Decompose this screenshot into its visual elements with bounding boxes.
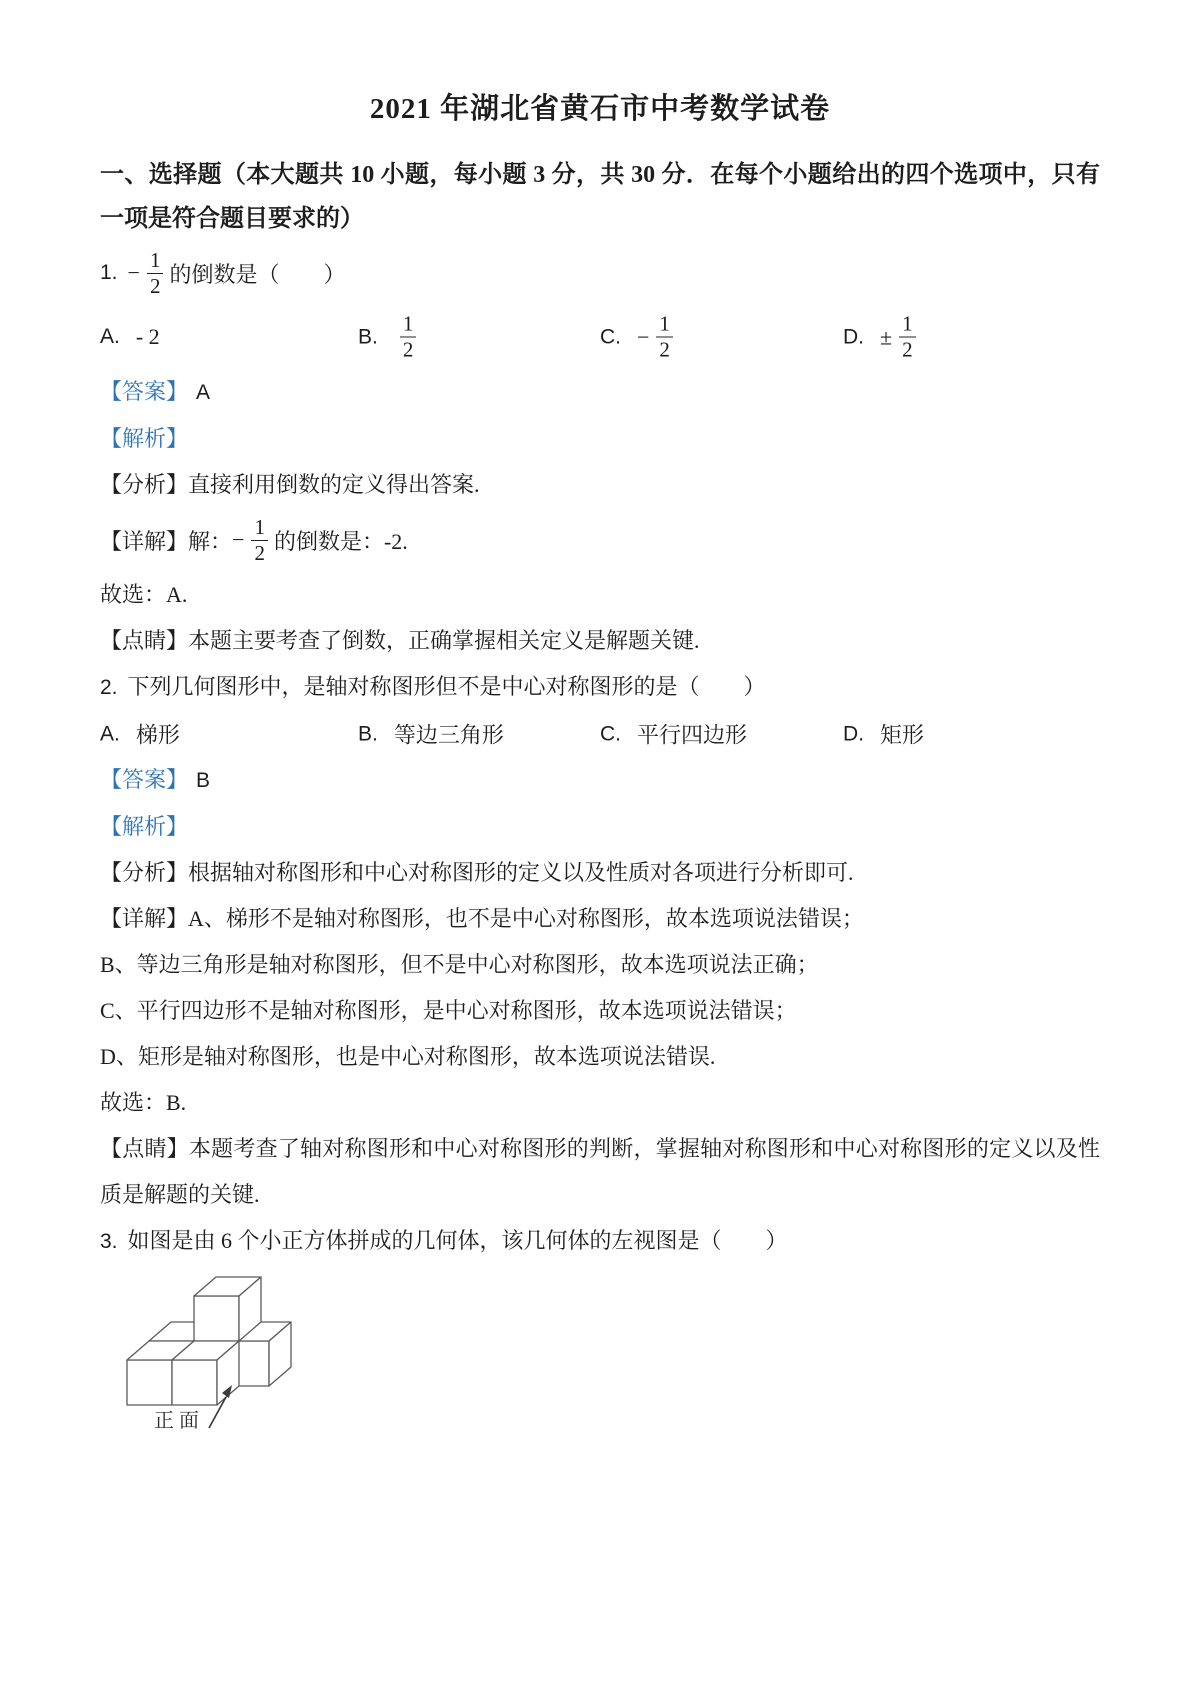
q1-analysis-line: 【分析】直接利用倒数的定义得出答案.: [100, 472, 480, 497]
option-label: A.: [100, 325, 120, 348]
fraction-denominator: 2: [899, 337, 916, 363]
option-label: B.: [358, 722, 378, 745]
q2-answer-line: [100, 757, 1100, 804]
option-value: - 2: [135, 324, 160, 349]
option-label: A.: [100, 722, 120, 745]
fraction-numerator: 1: [254, 514, 265, 539]
q3-stem-text: 如图是由 6 个小正方体拼成的几何体，该几何体的左视图是（ ）: [127, 1228, 788, 1253]
q1-conclusion: 故选：A.: [100, 582, 188, 607]
detail-prefix: 【详解】解：: [100, 528, 233, 554]
option-value: 梯形: [135, 722, 180, 748]
q3-number: 3.: [100, 1230, 118, 1253]
q1-option-b: [358, 312, 422, 363]
q1-stem: [100, 241, 1100, 305]
answer-tag: 【答案】: [100, 379, 189, 404]
q2-option-c: [600, 719, 747, 750]
analysis-tag: 【解析】: [100, 814, 189, 839]
cube-figure-svg: [112, 1275, 322, 1440]
page-title: 2021 年湖北省黄石市中考数学试卷: [369, 93, 831, 125]
fraction-numerator: 1: [902, 311, 913, 336]
q2-detail-line-a: 【详解】A、梯形不是轴对称图形，也不是中心对称图形，故本选项说法错误；: [100, 906, 864, 931]
cube-face: [127, 1360, 172, 1405]
q2-analysis-line: 【分析】根据轴对称图形和中心对称图形的定义以及性质对各项进行分析即可.: [100, 860, 854, 885]
cube-face: [172, 1360, 217, 1405]
fraction-denominator: 2: [251, 540, 268, 566]
detail-suffix: 的倒数是：-2.: [273, 528, 408, 554]
option-fraction: [899, 312, 916, 363]
minus-sign: −: [232, 527, 245, 552]
plus-minus-sign: ±: [880, 324, 893, 349]
q1-note: 【点睛】本题主要考查了倒数，正确掌握相关定义是解题关键.: [100, 628, 700, 653]
q1-analysis-tag-line: [100, 416, 1100, 462]
q2-analysis-tag-line: [100, 804, 1100, 850]
detail-fraction: [251, 515, 268, 566]
option-label: B.: [358, 325, 378, 348]
option-label: D.: [843, 325, 864, 348]
fraction-denominator: 2: [400, 337, 417, 363]
q1-detail-line: [100, 508, 1100, 572]
section-heading: 一、选择题（本大题共 10 小题，每小题 3 分，共 30 分．在每个小题给出的四个选项中，只有一项是符合题目要求的）: [100, 162, 1100, 232]
fraction-denominator: 2: [656, 337, 673, 363]
q1-answer-line: [100, 369, 1100, 416]
answer-value: A: [196, 381, 211, 404]
q1-stem-text: 的倒数是（ ）: [169, 261, 346, 287]
q1-option-c: [600, 312, 679, 363]
option-value: 矩形: [880, 722, 925, 748]
answer-value: B: [196, 769, 211, 792]
q2-detail-line-b: B、等边三角形是轴对称图形，但不是中心对称图形，故本选项说法正确；: [100, 952, 819, 977]
q2-detail-line-d: D、矩形是轴对称图形，也是中心对称图形，故本选项说法错误.: [100, 1044, 716, 1069]
q2-detail-line-c: C、平行四边形不是轴对称图形，是中心对称图形，故本选项说法错误；: [100, 998, 797, 1023]
minus-sign: −: [637, 324, 650, 349]
q2-stem: [100, 664, 1100, 711]
option-value: 等边三角形: [393, 722, 504, 748]
fraction-denominator: 2: [147, 273, 164, 299]
option-label: D.: [843, 722, 864, 745]
front-face-label: 正面: [154, 1410, 204, 1432]
option-fraction: [656, 312, 673, 363]
q3-figure: [112, 1275, 322, 1445]
option-label: C.: [600, 325, 621, 348]
fraction-numerator: 1: [402, 311, 414, 336]
q2-stem-text: 下列几何图形中，是轴对称图形但不是中心对称图形的是（ ）: [127, 674, 766, 699]
option-label: C.: [600, 722, 621, 745]
q3-stem: [100, 1218, 1100, 1265]
q1-fraction: [147, 248, 164, 299]
q1-options: [100, 305, 1100, 369]
q2-conclusion: 故选：B.: [100, 1090, 187, 1115]
q2-option-a: [100, 719, 180, 750]
q2-number: 2.: [100, 676, 118, 699]
cube-face: [194, 1296, 239, 1341]
analysis-tag: 【解析】: [100, 426, 189, 451]
option-fraction: [400, 312, 417, 363]
fraction-numerator: 1: [659, 311, 670, 336]
option-value: 平行四边形: [637, 722, 748, 748]
q2-option-b: [358, 719, 504, 750]
q1-option-d: [843, 312, 922, 363]
q2-options: [100, 711, 1100, 757]
q1-minus-sign: −: [127, 260, 140, 285]
q1-option-a: [100, 324, 160, 350]
q2-note: 【点睛】本题考查了轴对称图形和中心对称图形的判断，掌握轴对称图形和中心对称图形的定义以及性质是解题的关键.: [100, 1136, 1100, 1207]
q2-option-d: [843, 719, 924, 750]
answer-tag: 【答案】: [100, 767, 189, 792]
q1-number: 1.: [100, 261, 118, 284]
fraction-numerator: 1: [149, 247, 161, 272]
